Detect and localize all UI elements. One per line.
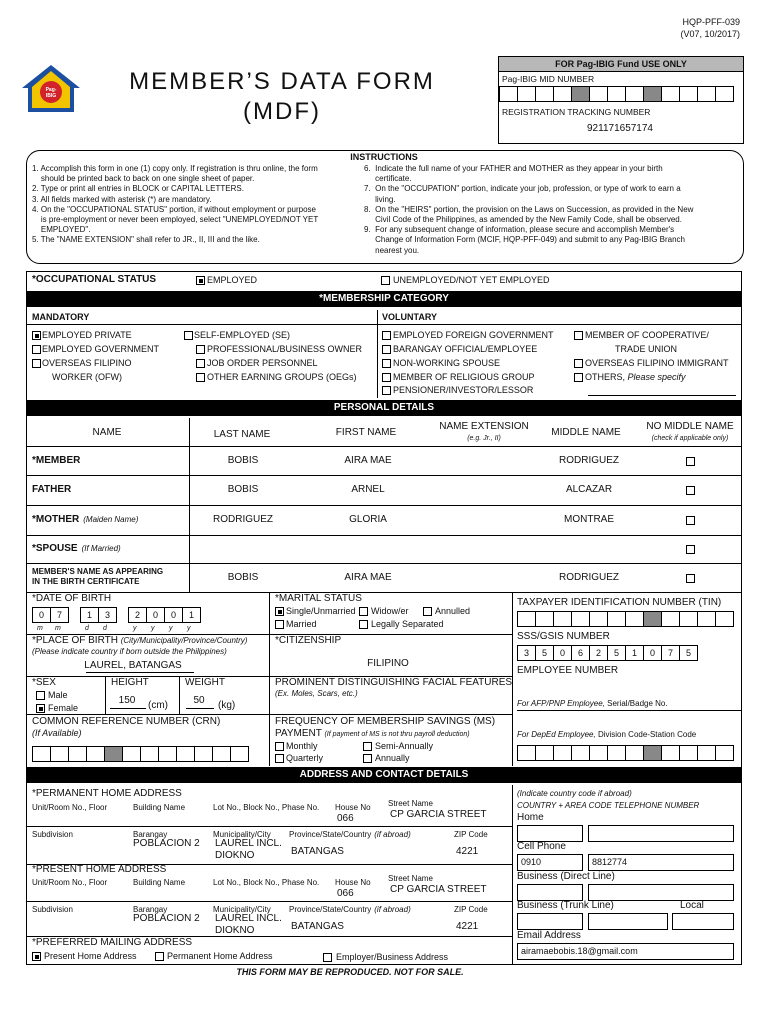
person-middle-name[interactable]: MONTRAE	[564, 514, 614, 525]
deped-label-rest: Division Code-Station Code	[597, 730, 697, 739]
ofw-checkbox[interactable]	[32, 359, 41, 368]
dob-digit-cell[interactable]: 0	[147, 607, 165, 623]
addr-hdr-province	[289, 906, 411, 914]
features-label: PROMINENT DISTINGUISHING FACIAL FEATURES	[275, 677, 513, 688]
sss-cells[interactable]	[517, 645, 698, 661]
addr-hdr-building: Building Name	[133, 803, 186, 812]
sss-label: SSS/GSIS NUMBER	[517, 631, 610, 642]
person-row-label	[32, 544, 121, 554]
instruction-line: Civil Code of the Philippines, as amended by the New Family Code, shall be observed.	[364, 215, 682, 224]
afp-label-rest: Serial/Badge No.	[607, 699, 668, 708]
cell-number-field[interactable]: 8812774	[588, 854, 734, 871]
dob-digit-cell[interactable]: 1	[183, 607, 201, 623]
married-checkbox[interactable]	[275, 620, 284, 629]
rtn-value: 921171657174	[587, 123, 653, 134]
business-trunk-code-field[interactable]	[517, 913, 583, 930]
form-code: HQP-PFF-039	[682, 17, 740, 27]
addr-municipality[interactable]: LAUREL INCL.	[215, 913, 282, 924]
person-last-name[interactable]: BOBIS	[227, 571, 259, 583]
local-field[interactable]	[672, 913, 734, 930]
separated-checkbox[interactable]	[359, 620, 368, 629]
addr-hdr-unit: Unit/Room No., Floor	[32, 803, 108, 812]
instruction-line: 7. On the "OCCUPATION" portion, indicate your job, profession, or type of work to earn a	[364, 184, 681, 194]
cell-code-field[interactable]: 0910	[517, 854, 583, 871]
instruction-line: nearest you.	[364, 245, 420, 255]
job-order-label: JOB ORDER PERSONNEL	[207, 358, 318, 368]
citizenship-value: FILIPINO	[367, 658, 409, 669]
person-middle-name[interactable]: RODRIGUEZ	[559, 571, 619, 583]
please-specify-text: Please specify	[627, 372, 686, 382]
crn-cells[interactable]	[32, 746, 249, 762]
person-row-label-text: FATHER	[32, 484, 72, 495]
dob-digit-cell[interactable]: 0	[33, 607, 51, 623]
addr-zip[interactable]: 4221	[456, 921, 479, 932]
others-checkbox[interactable]	[574, 373, 583, 382]
row-divider	[27, 535, 741, 536]
instruction-line: Change of Information Form (MCIF, HQP-PFF-049) and submit to any Pag-IBIG Branch	[364, 235, 686, 245]
mail-present-label: Present Home Address	[44, 951, 137, 961]
dob-legend-letter: y	[187, 625, 191, 632]
ofw-label: OVERSEAS FILIPINO	[42, 358, 132, 368]
person-row-label-sub: (If Married)	[81, 544, 121, 553]
instruction-line: 1. Accomplish this form in one (1) copy only. If registration is thru online, the form	[32, 164, 318, 173]
semi-annually-label: Semi-Annually	[375, 741, 434, 751]
afp-label	[517, 700, 668, 708]
instruction-line: living.	[364, 194, 396, 204]
no-middle-name-checkbox[interactable]	[686, 574, 695, 583]
addr-municipality-2[interactable]: DIOKNO	[215, 850, 255, 861]
others-label	[585, 373, 686, 382]
self-employed-checkbox[interactable]	[184, 331, 193, 340]
dob-legend-letter: m	[55, 625, 61, 632]
cooperative-label-2: TRADE UNION	[615, 344, 678, 354]
addr-hdr-house: House No	[335, 803, 371, 812]
employee-number-label: EMPLOYEE NUMBER	[517, 665, 619, 676]
mail-employer-label: Employer/Business Address	[336, 952, 449, 962]
person-row-label-text: *SPOUSE	[32, 543, 78, 554]
oeg-label: OTHER EARNING GROUPS (OEGs)	[207, 372, 357, 382]
row-divider	[27, 475, 741, 476]
pob-label-sub: (City/Municipality/Province/Country)	[120, 636, 248, 645]
features-sub: (Ex. Moles, Scars, etc.)	[275, 689, 358, 698]
addr-hdr-province-text: Province/State/Country	[289, 830, 372, 839]
col-name-ext: NAME EXTENSION	[439, 421, 529, 432]
instruction-line: 5. The "NAME EXTENSION" shall refer to JR., II, III and the like.	[32, 235, 260, 245]
single-label: Single/Unmarried	[286, 606, 356, 616]
employed-government-checkbox[interactable]	[32, 345, 41, 354]
addr-hdr-house: House No	[335, 878, 371, 887]
employed-checkbox[interactable]	[196, 276, 205, 285]
personal-details-bar: PERSONAL DETAILS	[27, 400, 741, 416]
employed-private-checkbox[interactable]	[32, 331, 41, 340]
business-direct-label: Business (Direct Line)	[517, 871, 615, 882]
address-contact-bar: ADDRESS AND CONTACT DETAILS	[27, 767, 741, 783]
voluntary-heading: VOLUNTARY	[382, 312, 437, 322]
annulled-checkbox[interactable]	[423, 607, 432, 616]
sex-label: *SEX	[32, 677, 56, 688]
dob-digit-cell[interactable]: 3	[99, 607, 117, 623]
frequency-label-2	[275, 729, 470, 739]
barangay-official-checkbox[interactable]	[382, 345, 391, 354]
frequency-sub: (If payment of MS is not thru payroll deduction)	[324, 731, 470, 738]
religious-group-label: MEMBER OF RELIGIOUS GROUP	[393, 372, 535, 382]
addr-hdr-unit: Unit/Room No., Floor	[32, 878, 108, 887]
professional-label: PROFESSIONAL/BUSINESS OWNER	[207, 344, 363, 354]
dob-digit-cell[interactable]	[69, 607, 81, 623]
footer-note: THIS FORM MAY BE REPRODUCED. NOT FOR SALE.	[236, 967, 464, 977]
employed-private-label: EMPLOYED PRIVATE	[42, 330, 132, 340]
ofw-label-2: WORKER (OFW)	[52, 372, 122, 382]
sss-digit-cell[interactable]: 5	[680, 645, 698, 661]
addr-hdr-municipality: Municipality/City	[213, 830, 271, 839]
addr-hdr-lot: Lot No., Block No., Phase No.	[213, 803, 320, 812]
foreign-gov-label: EMPLOYED FOREIGN GOVERNMENT	[393, 330, 554, 340]
frequency-label: FREQUENCY OF MEMBERSHIP SAVINGS (MS)	[275, 716, 496, 727]
annulled-label: Annulled	[435, 606, 471, 616]
home-phone-field[interactable]	[588, 825, 734, 842]
pagibig-logo	[18, 62, 84, 116]
form-version: (V07, 10/2017)	[680, 29, 740, 39]
no-middle-name-checkbox[interactable]	[686, 516, 695, 525]
single-checkbox[interactable]	[275, 607, 284, 616]
addr-hdr-municipality: Municipality/City	[213, 905, 271, 914]
male-label: Male	[48, 690, 68, 700]
person-row-label	[32, 515, 138, 525]
dob-legend-letter: m	[37, 625, 43, 632]
sss-digit-cell[interactable]: 3	[518, 645, 536, 661]
rtn-label: REGISTRATION TRACKING NUMBER	[502, 107, 651, 117]
col-middle-name: MIDDLE NAME	[551, 427, 621, 438]
local-label: Local	[680, 900, 704, 911]
mid-number-label: Pag-IBIG MID NUMBER	[502, 74, 595, 84]
col-name: NAME	[92, 427, 122, 438]
deped-label	[517, 731, 696, 739]
person-row-label-text: *MEMBER	[32, 454, 81, 466]
addr-divider	[27, 826, 513, 827]
home-phone-label: Home	[517, 812, 544, 823]
afp-label-text: For AFP/PNP Employee,	[517, 699, 605, 708]
addr-province[interactable]: BATANGAS	[291, 921, 344, 932]
sss-digit-cell[interactable]: 0	[554, 645, 572, 661]
mail-permanent-label: Permanent Home Address	[167, 951, 273, 961]
pob-label	[32, 636, 247, 646]
job-order-checkbox[interactable]	[196, 359, 205, 368]
addr-street[interactable]: CP GARCIA STREET	[390, 809, 487, 820]
person-row-label	[32, 456, 84, 466]
addr-street[interactable]: CP GARCIA STREET	[390, 884, 487, 895]
weight-value: 50	[193, 695, 205, 706]
sss-digit-cell[interactable]: 5	[536, 645, 554, 661]
col-no-middle: NO MIDDLE NAME	[646, 421, 734, 432]
instruction-line: 2. Type or print all entries in BLOCK or CAPITAL LETTERS.	[32, 184, 244, 194]
sss-digit-cell[interactable]: 1	[626, 645, 644, 661]
person-last-name[interactable]: RODRIGUEZ	[213, 514, 273, 525]
non-working-spouse-checkbox[interactable]	[382, 359, 391, 368]
dob-cells[interactable]	[32, 607, 201, 623]
person-middle-name[interactable]: ALCAZAR	[565, 484, 613, 495]
addr-hdr-street: Street Name	[388, 874, 433, 883]
quarterly-checkbox[interactable]	[275, 754, 284, 763]
person-last-name[interactable]: BOBIS	[227, 454, 259, 466]
deped-cells[interactable]	[517, 745, 734, 761]
widow-checkbox[interactable]	[359, 607, 368, 616]
separated-label: Legally Separated	[371, 619, 444, 629]
dob-legend-letter: d	[103, 625, 107, 632]
person-row-label-sub: IN THE BIRTH CERTIFICATE	[32, 577, 140, 586]
addr-hdr-province-sub: (if abroad)	[374, 905, 411, 914]
addr-hdr-province	[289, 831, 411, 839]
addr-municipality[interactable]: LAUREL INCL.	[215, 838, 282, 849]
col-no-middle-sub: (check if applicable only)	[651, 435, 729, 442]
addr-house-number[interactable]: 066	[337, 888, 354, 899]
married-label: Married	[286, 619, 317, 629]
instruction-line: 3. All fields marked with asterisk (*) are mandatory.	[32, 194, 212, 204]
person-row-label	[32, 485, 75, 495]
addr-municipality-2[interactable]: DIOKNO	[215, 925, 255, 936]
contact-columns: COUNTRY + AREA CODE TELEPHONE NUMBER	[517, 801, 700, 810]
business-trunk-label: Business (Trunk Line)	[517, 900, 614, 911]
employed-label: EMPLOYED	[207, 275, 258, 285]
male-checkbox[interactable]	[36, 691, 45, 700]
semi-annually-checkbox[interactable]	[363, 742, 372, 751]
home-area-code-field[interactable]	[517, 825, 583, 842]
pob-note: (Please indicate country if born outside the Philippines)	[32, 647, 227, 656]
no-middle-name-checkbox[interactable]	[686, 457, 695, 466]
foreign-gov-checkbox[interactable]	[382, 331, 391, 340]
svg-text:IBIG: IBIG	[45, 93, 57, 99]
mid-number-cells[interactable]	[499, 86, 734, 102]
annually-checkbox[interactable]	[363, 754, 372, 763]
form-title: MEMBER’S DATA FORM	[129, 68, 435, 95]
dob-label: *DATE OF BIRTH	[32, 593, 112, 604]
deped-label-text: For DepEd Employee,	[517, 730, 596, 739]
weight-unit: (kg)	[218, 700, 236, 711]
person-first-name[interactable]: ARNEL	[351, 484, 385, 495]
professional-checkbox[interactable]	[196, 345, 205, 354]
dob-legend-letter: d	[85, 625, 89, 632]
instruction-line: 9. For any subsequent change of information, please secure and accomplish Member's	[364, 225, 675, 235]
tin-cells[interactable]	[517, 611, 734, 627]
addr-hdr-subdivision: Subdivision	[32, 830, 73, 839]
addr-divider	[27, 901, 513, 902]
immigrant-label: OVERSEAS FILIPINO IMMIGRANT	[585, 358, 729, 368]
monthly-checkbox[interactable]	[275, 742, 284, 751]
instruction-line: 6. Indicate the full name of your FATHER and MOTHER as they appear in your birth	[364, 164, 663, 173]
mail-present-checkbox[interactable]	[32, 952, 41, 961]
no-middle-name-checkbox[interactable]	[686, 486, 695, 495]
pob-value: LAUREL, BATANGAS	[84, 660, 182, 671]
crn-sub: (If Available)	[32, 728, 82, 738]
unemployed-checkbox[interactable]	[381, 276, 390, 285]
addr-hdr-subdivision: Subdivision	[32, 905, 73, 914]
sss-digit-cell[interactable]: 5	[608, 645, 626, 661]
business-direct-field[interactable]	[588, 884, 734, 901]
addr-barangay[interactable]: POBLACION 2	[133, 913, 200, 924]
instruction-line: should be printed back to back on one single sheet of paper.	[32, 174, 255, 184]
weight-label: WEIGHT	[185, 677, 225, 688]
addr-barangay[interactable]: POBLACION 2	[133, 838, 200, 849]
barangay-official-label: BARANGAY OFFICIAL/EMPLOYEE	[393, 344, 538, 354]
height-label: HEIGHT	[111, 677, 149, 688]
instruction-line: certificate.	[364, 174, 412, 184]
person-last-name[interactable]: BOBIS	[227, 484, 259, 495]
religious-group-checkbox[interactable]	[382, 373, 391, 382]
quarterly-label: Quarterly	[286, 753, 324, 763]
crn-label: COMMON REFERENCE NUMBER (CRN)	[32, 716, 221, 727]
email-field[interactable]: airamaebobis.18@gmail.com	[517, 943, 734, 960]
dob-legend-letter: y	[151, 625, 155, 632]
unemployed-label: UNEMPLOYED/NOT YET EMPLOYED	[393, 275, 550, 285]
addr-hdr-province-sub: (if abroad)	[374, 830, 411, 839]
non-working-spouse-label: NON-WORKING SPOUSE	[393, 358, 501, 368]
sss-digit-cell[interactable]: 7	[662, 645, 680, 661]
person-row-label-sub: (Maiden Name)	[83, 515, 139, 524]
instruction-line: 8. On the "HEIRS" portion, the provision on the Laws on Succession, as provided in the New	[364, 204, 694, 214]
afp-line[interactable]	[517, 710, 741, 711]
others-text: OTHERS,	[585, 372, 626, 382]
addr-house-number[interactable]: 066	[337, 813, 354, 824]
oeg-checkbox[interactable]	[196, 373, 205, 382]
person-middle-name[interactable]: RODRIGUEZ	[559, 454, 619, 466]
instruction-line: 4. On the "OCCUPATIONAL STATUS" portion, if without employment or purpose	[32, 204, 317, 214]
dob-digit-cell[interactable]: 7	[51, 607, 69, 623]
mail-permanent-checkbox[interactable]	[155, 952, 164, 961]
pob-label-text: *PLACE OF BIRTH	[32, 635, 118, 646]
dob-digit-cell[interactable]: 0	[165, 607, 183, 623]
tin-label: TAXPAYER IDENTIFICATION NUMBER (TIN)	[517, 597, 722, 608]
person-row-label-text: *MOTHER	[32, 514, 80, 525]
mail-employer-checkbox[interactable]	[323, 953, 332, 962]
instruction-line: EMPLOYED".	[32, 225, 91, 235]
dob-digit-cell[interactable]	[117, 607, 129, 623]
mandatory-heading: MANDATORY	[32, 312, 90, 322]
sss-digit-cell[interactable]: 2	[590, 645, 608, 661]
addr-hdr-zip: ZIP Code	[454, 905, 488, 914]
addr-hdr-zip: ZIP Code	[454, 830, 488, 839]
frequency-payment: PAYMENT	[275, 728, 322, 739]
sss-digit-cell[interactable]: 0	[644, 645, 662, 661]
person-row-label: MEMBER'S NAME AS APPEARING	[32, 567, 164, 576]
dob-legend-letter: y	[133, 625, 137, 632]
addr-hdr-barangay: Barangay	[133, 905, 168, 914]
business-trunk-field[interactable]	[588, 913, 668, 930]
addr-hdr-barangay: Barangay	[133, 830, 168, 839]
sss-digit-cell[interactable]: 6	[572, 645, 590, 661]
female-checkbox[interactable]	[36, 704, 45, 713]
cooperative-label: MEMBER OF COOPERATIVE/	[585, 330, 709, 340]
business-direct-code-field[interactable]	[517, 884, 583, 901]
mailing-address-label: *PREFERRED MAILING ADDRESS	[32, 937, 193, 948]
col-first-name: FIRST NAME	[335, 427, 397, 438]
height-value: 150	[118, 695, 136, 706]
cooperative-checkbox[interactable]	[574, 331, 583, 340]
others-specify-line[interactable]	[588, 395, 736, 396]
addr-hdr-building: Building Name	[133, 878, 186, 887]
instruction-line: is pre-employment or never been employed, select "UNEMPLOYED/NOT YET	[32, 215, 319, 224]
contact-note: (Indicate country code if abroad)	[517, 789, 632, 798]
fund-use-header: FOR Pag-IBIG Fund USE ONLY	[499, 57, 743, 71]
immigrant-checkbox[interactable]	[574, 359, 583, 368]
employed-government-label: EMPLOYED GOVERNMENT	[42, 344, 160, 354]
no-middle-name-checkbox[interactable]	[686, 545, 695, 554]
pensioner-checkbox[interactable]	[382, 386, 391, 395]
female-label: Female	[48, 703, 79, 713]
dob-digit-cell[interactable]: 2	[129, 607, 147, 623]
person-first-name[interactable]: AIRA MAE	[344, 571, 392, 583]
email-label: Email Address	[517, 930, 581, 941]
dob-legend-letter: y	[169, 625, 173, 632]
addr-hdr-lot: Lot No., Block No., Phase No.	[213, 878, 320, 887]
addr-province[interactable]: BATANGAS	[291, 846, 344, 857]
instructions-title: INSTRUCTIONS	[350, 152, 418, 162]
present-address-label: *PRESENT HOME ADDRESS	[32, 864, 167, 875]
dob-digit-cell[interactable]: 1	[81, 607, 99, 623]
col-last-name: LAST NAME	[213, 429, 271, 440]
self-employed-label: SELF-EMPLOYED (SE)	[194, 330, 291, 340]
annually-label: Annually	[375, 753, 410, 763]
marital-label: *MARITAL STATUS	[275, 593, 362, 604]
form-subtitle: (MDF)	[243, 98, 321, 125]
svg-text:Pag-: Pag-	[45, 87, 57, 93]
row-divider	[27, 505, 741, 506]
permanent-address-label: *PERMANENT HOME ADDRESS	[32, 788, 182, 799]
person-first-name[interactable]: AIRA MAE	[344, 454, 392, 466]
row-divider	[27, 563, 741, 564]
height-unit: (cm)	[148, 700, 168, 711]
pensioner-label: PENSIONER/INVESTOR/LESSOR	[393, 385, 534, 395]
citizenship-label: *CITIZENSHIP	[275, 635, 342, 646]
person-first-name[interactable]: GLORIA	[349, 514, 387, 525]
col-name-ext-sub: (e.g. Jr., II)	[467, 435, 501, 442]
cell-phone-label: Cell Phone	[517, 841, 566, 852]
addr-hdr-street: Street Name	[388, 799, 433, 808]
addr-hdr-province-text: Province/State/Country	[289, 905, 372, 914]
widow-label: Widow/er	[371, 606, 409, 616]
addr-zip[interactable]: 4221	[456, 846, 479, 857]
occupational-status-label: *OCCUPATIONAL STATUS	[32, 274, 157, 285]
membership-category-bar: *MEMBERSHIP CATEGORY	[27, 291, 741, 307]
monthly-label: Monthly	[286, 741, 318, 751]
